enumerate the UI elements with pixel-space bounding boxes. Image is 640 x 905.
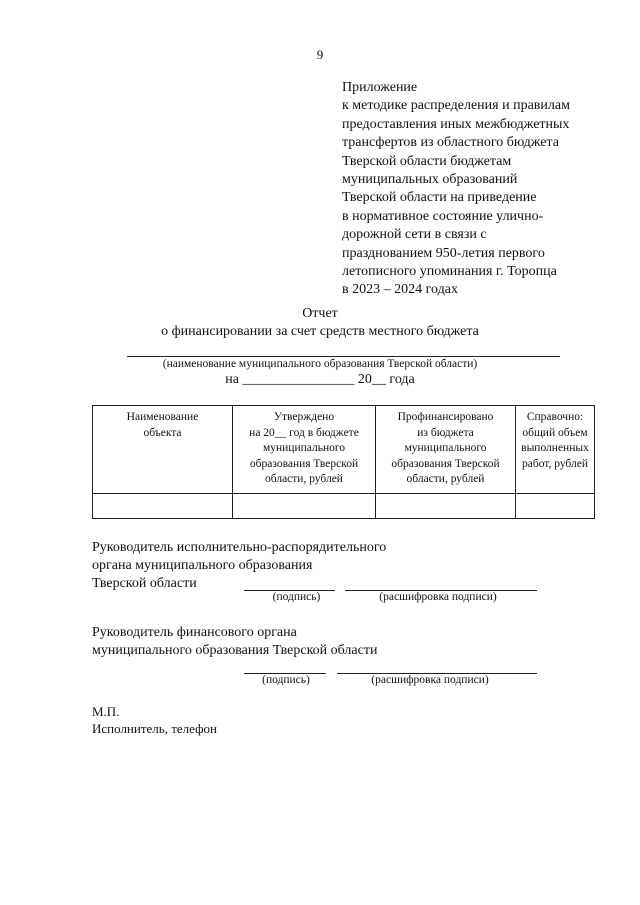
table-cell xyxy=(516,494,595,519)
appendix-line: Тверской области бюджетам xyxy=(342,153,512,169)
appendix-line: празднованием 950-летия первого xyxy=(342,245,545,261)
appendix-line: трансфертов из областного бюджета xyxy=(342,135,559,151)
table-cell xyxy=(233,494,376,519)
stamp-label: М.П. xyxy=(92,704,120,719)
appendix-line: в нормативное состояние улично- xyxy=(342,208,544,224)
report-subtitle: о финансировании за счет средств местного бюджета xyxy=(161,324,479,339)
head-executive-label: Руководитель исполнительно-распорядительного органа муниципального образования Тверской области xyxy=(92,540,387,591)
page-number: 9 xyxy=(316,47,324,62)
header-financed: Профинансировано из бюджета муниципального образования Тверской области, рублей xyxy=(376,406,516,494)
appendix-line: летописного упоминания г. Торопца xyxy=(342,264,557,280)
signature-decode-caption: (расшифровка подписи) xyxy=(371,674,489,686)
head-finance-label: Руководитель финансового органа муниципального образования Тверской области xyxy=(92,625,378,658)
municipality-name-line xyxy=(127,356,560,357)
appendix-line: дорожной сети в связи с xyxy=(342,227,487,243)
footer xyxy=(92,703,217,737)
executor-label: Исполнитель, телефон xyxy=(92,721,217,736)
appendix-header xyxy=(342,79,632,300)
appendix-line: муниципальных образований xyxy=(342,172,518,188)
municipality-name-caption: (наименование муниципального образования Тверской области) xyxy=(162,358,478,370)
report-date-line: на ________________ 20__ года xyxy=(225,372,415,387)
header-object-name: Наименование объекта xyxy=(93,406,233,494)
financing-table xyxy=(92,405,595,519)
appendix-line: Тверской области на приведение xyxy=(342,190,537,206)
appendix-line: в 2023 – 2024 годах xyxy=(342,282,458,298)
appendix-line: к методике распределения и правилам xyxy=(342,98,570,114)
table-cell xyxy=(376,494,516,519)
signature-caption: (подпись) xyxy=(272,591,321,603)
table-header-row xyxy=(93,406,595,494)
table-row xyxy=(93,494,595,519)
header-approved: Утверждено на 20__ год в бюджете муниципального образования Тверской области, рублей xyxy=(233,406,376,494)
report-title-block xyxy=(0,305,640,341)
report-title: Отчет xyxy=(302,306,338,321)
signature-decode-caption: (расшифровка подписи) xyxy=(379,591,497,603)
table-cell xyxy=(93,494,233,519)
header-reference-volume: Справочно: общий объем выполненных работ, рублей xyxy=(516,406,595,494)
appendix-line: Приложение xyxy=(342,80,418,95)
signature-caption: (подпись) xyxy=(262,674,310,686)
appendix-line: предоставления иных межбюджетных xyxy=(342,116,570,132)
